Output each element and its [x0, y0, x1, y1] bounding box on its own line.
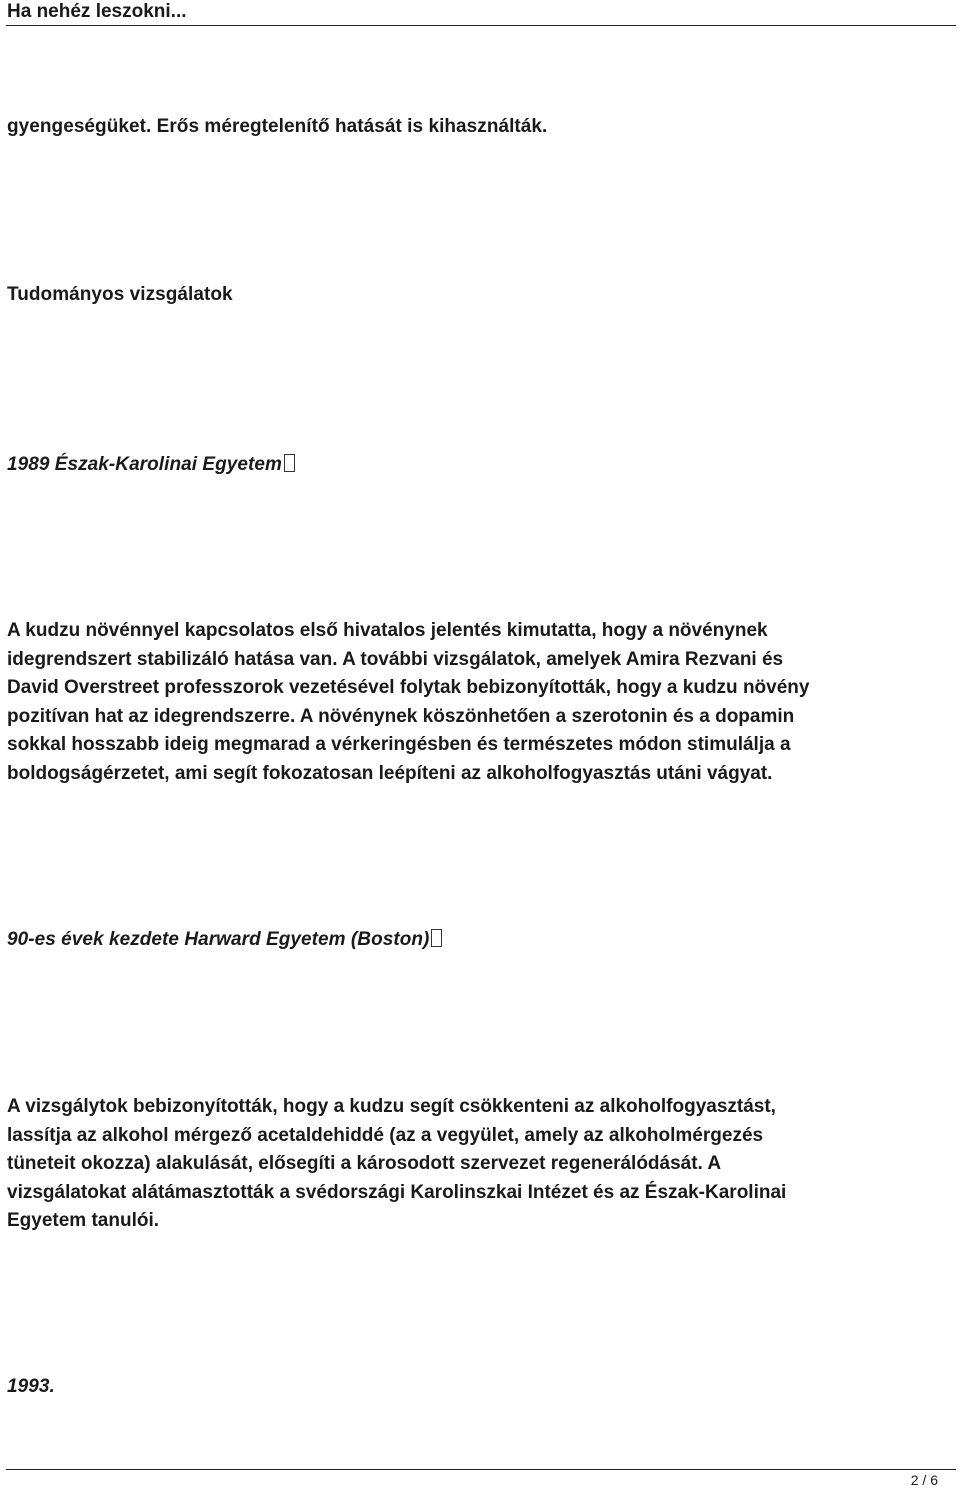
footer-divider — [6, 1469, 956, 1470]
intro-line: gyengeségüket. Erős méregtelenítő hatását is kihasználták. — [7, 116, 548, 137]
missing-glyph-icon — [284, 454, 295, 472]
subheading-1989-text: 1989 Észak-Karolinai Egyetem — [7, 454, 282, 475]
paragraph-90s — [7, 1093, 957, 1236]
paragraph-line: David Overstreet professzorok vezetésével folytak bebizonyították, hogy a kudzu növény — [7, 677, 810, 698]
paragraph-line: vizsgálatokat alátámasztották a svédországi Karolinszkai Intézet és az Észak-Karolinai — [7, 1181, 787, 1203]
section-heading-research: Tudományos vizsgálatok — [7, 284, 233, 305]
subheading-90s-text: 90-es évek kezdete Harward Egyetem (Boston) — [7, 929, 430, 950]
paragraph-line: Egyetem tanulói. — [7, 1210, 160, 1231]
paragraph-line: sokkal hosszabb ideig megmarad a vérkeringésben és természetes módon stimulálja a — [7, 734, 791, 755]
paragraph-1989 — [7, 617, 957, 788]
paragraph-line: tüneteit okozza) alakulását, elősegíti a károsodott szervezet regenerálódását. A — [7, 1153, 722, 1174]
paragraph-line: A kudzu növénnyel kapcsolatos első hivatalos jelentés kimutatta, hogy a növénynek — [7, 620, 768, 641]
subheading-1993: 1993. — [7, 1376, 55, 1397]
subheading-1989 — [7, 451, 295, 479]
paragraph-line: idegrendszert stabilizáló hatása van. A további vizsgálatok, amelyek Amira Rezvani és — [7, 648, 784, 670]
header-divider — [6, 25, 956, 26]
missing-glyph-icon — [431, 929, 442, 947]
paragraph-line: boldogságérzetet, ami segít fokozatosan leépíteni az alkoholfogyasztás utáni vágyat. — [7, 762, 773, 784]
subheading-90s — [7, 926, 442, 954]
document-header-title: Ha nehéz leszokni... — [7, 1, 187, 22]
page-number: 2 / 6 — [910, 1472, 938, 1488]
paragraph-line: A vizsgálytok bebizonyították, hogy a kudzu segít csökkenteni az alkoholfogyasztást, — [7, 1096, 776, 1117]
paragraph-line: pozitívan hat az idegrendszerre. A növénynek köszönhetően a szerotonin és a dopamin — [7, 705, 795, 727]
paragraph-line: lassítja az alkohol mérgező acetaldehiddé (az a vegyület, amely az alkoholmérgezés — [7, 1124, 764, 1146]
